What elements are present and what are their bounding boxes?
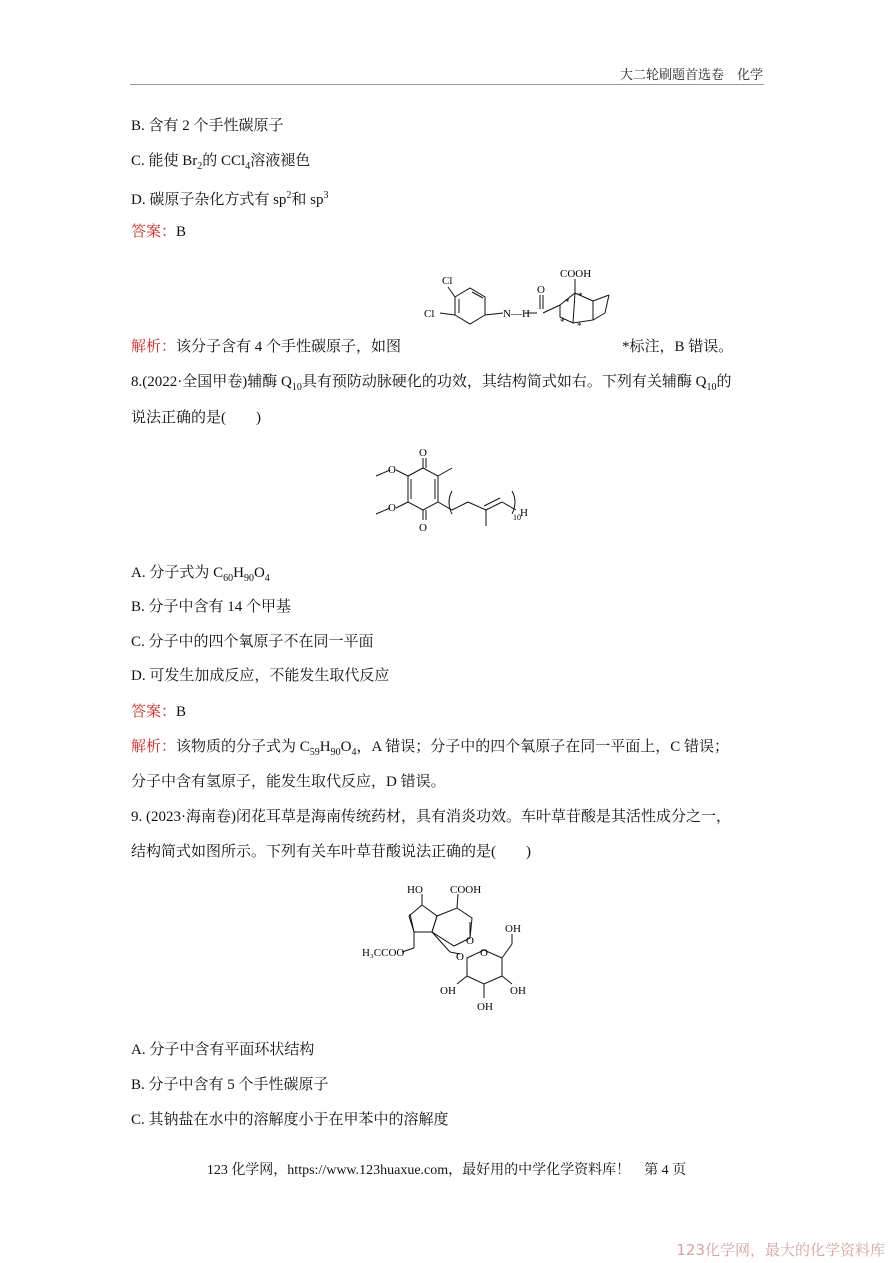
q7-cooh-label: COOH xyxy=(560,268,592,280)
q8-structure-image xyxy=(368,446,538,541)
q7-option-d: D. 碳原子杂化方式有 $sp^2$和 $sp^3$ xyxy=(131,190,329,208)
q7-option-c: C. 能使 $Br_2$的 CCl$_4$溶液褪色 xyxy=(131,153,311,172)
q8-analysis-line2: 分子中含有氢原子，能发生取代反应，D 错误。 xyxy=(131,774,446,790)
q8-option-d: D. 可发生加成反应，不能发生取代反应 xyxy=(131,668,390,684)
q8-o-left1: O xyxy=(388,464,396,476)
q8-option-a: A. 分子式为 $C_{60}H_{90}O_4$ xyxy=(131,565,270,584)
q9-acetyl-label: H₃CCOO xyxy=(362,947,405,959)
q9-cooh-label: COOH xyxy=(450,884,482,896)
q8-o-top: O xyxy=(419,447,427,459)
q9-option-c: C. 其钠盐在水中的溶解度小于在甲苯中的溶解度 xyxy=(131,1112,449,1128)
q8-o-bottom: O xyxy=(419,522,427,534)
q7-chiral-star-2: * xyxy=(578,291,583,301)
header-rule xyxy=(130,84,764,85)
q9-ho-top: HO xyxy=(407,884,423,896)
q7-nh-label: N—H xyxy=(503,308,530,320)
q9-o-link: O xyxy=(456,951,464,963)
q7-chiral-star-1: * xyxy=(565,297,570,307)
q9-structure-image xyxy=(362,880,542,1015)
q9-option-b: B. 分子中含有 5 个手性碳原子 xyxy=(131,1077,329,1093)
q9-stem-line1: 9. (2023·海南卷)闭花耳草是海南传统药材，具有消炎功效。车叶草苷酸是其活性成分之一， xyxy=(131,809,732,825)
q9-stem-line2: 结构简式如图所示。下列有关车叶草苷酸说法正确的是( ) xyxy=(131,844,531,860)
q7-answer: 答案：B xyxy=(131,224,187,240)
q8-option-c: C. 分子中的四个氧原子不在同一平面 xyxy=(131,634,374,650)
q9-o-sugar: O xyxy=(480,947,488,959)
q7-structure-image xyxy=(415,265,625,340)
q7-o-label: O xyxy=(537,284,545,296)
page-footer: 123 化学网，https://www.123huaxue.com，最好用的中学化学资料库！ 第 4 页 xyxy=(206,1163,687,1178)
q8-h-label: H xyxy=(520,507,528,519)
q7-cl-top: Cl xyxy=(442,275,453,287)
q8-answer: 答案：B xyxy=(131,704,187,720)
q9-oh-top: OH xyxy=(505,923,521,935)
q8-stem-line2: 说法正确的是( ) xyxy=(131,410,261,426)
watermark-text: 123化学网，最大的化学资料库 xyxy=(676,1241,885,1259)
q7-analysis-end: *标注，B 错误。 xyxy=(622,339,734,355)
q9-oh-right: OH xyxy=(510,985,526,997)
q7-chiral-star-4: * xyxy=(577,321,582,331)
q8-option-b: B. 分子中含有 14 个甲基 xyxy=(131,599,292,615)
q7-option-b: B. 含有 2 个手性碳原子 xyxy=(131,118,284,134)
q8-o-left2: O xyxy=(388,502,396,514)
q7-chiral-star-3: * xyxy=(560,317,565,327)
q7-analysis: 解析：该分子含有 4 个手性碳原子，如图 xyxy=(131,339,402,355)
q9-oh-left: OH xyxy=(440,985,456,997)
q7-cl-left: Cl xyxy=(424,308,435,320)
page-header: 大二轮刷题首选卷 化学 xyxy=(619,67,763,82)
q8-stem-line1: 8.(2022·全国甲卷)辅酶 $Q_{10}$具有预防动脉硬化的功效，其结构简式如右。下列有关辅酶 $Q_{10}$的 xyxy=(131,374,732,393)
q9-oh-bottom: OH xyxy=(477,1001,493,1013)
q8-analysis: 解析：该物质的分子式为 $C_{59}H_{90}O_4$，A 错误；分子中的四个氧原子在同一平面上，C 错误； xyxy=(131,739,729,758)
q9-option-a: A. 分子中含有平面环状结构 xyxy=(131,1042,315,1058)
q9-o-ring: O xyxy=(466,935,474,947)
q8-repeat-n: 10 xyxy=(513,513,521,522)
